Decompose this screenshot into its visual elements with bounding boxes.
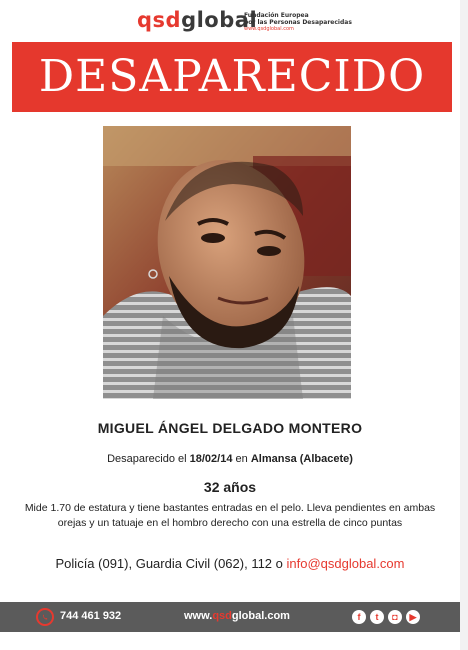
missing-date: 18/02/14 <box>189 453 233 465</box>
person-photo-image <box>103 126 351 399</box>
facebook-icon[interactable]: f <box>352 610 366 624</box>
org-url: www.qsdglobal.com <box>244 26 294 32</box>
web-brand: qsd <box>212 610 232 622</box>
logo-prefix: qsd <box>137 8 182 32</box>
person-age: 32 años <box>203 479 257 495</box>
org-tagline <box>244 12 352 33</box>
missing-banner <box>12 42 452 112</box>
footer-website-link[interactable] <box>184 610 290 622</box>
logo-suffix: global <box>181 8 258 32</box>
person-photo <box>103 126 351 399</box>
person-name: MIGUEL ÁNGEL DELGADO MONTERO <box>97 420 363 436</box>
page-edge <box>460 0 468 650</box>
missing-prefix: Desaparecido el <box>107 453 190 465</box>
footer-phone[interactable]: 744 461 932 <box>60 610 122 622</box>
twitter-icon[interactable]: t <box>370 610 384 624</box>
contact-email-link[interactable]: info@qsdglobal.com <box>286 556 405 571</box>
banner-title: DESAPARECIDO <box>38 51 426 102</box>
org-line-2: por las Personas Desaparecidas <box>244 19 352 26</box>
footer-bar <box>0 602 460 632</box>
web-prefix: www. <box>184 610 213 622</box>
youtube-icon[interactable]: ▶ <box>406 610 420 624</box>
org-line-1: Fundación Europea <box>244 12 309 19</box>
missing-date-place <box>0 453 460 465</box>
missing-mid: en <box>232 453 251 465</box>
missing-place: Almansa (Albacete) <box>250 453 353 465</box>
instagram-icon[interactable]: ◘ <box>388 610 402 624</box>
qsdglobal-logo <box>137 8 257 32</box>
person-description: Mide 1.70 de estatura y tiene bastantes entradas en el pelo. Lleva pendientes en ambas orejas y un tatuaje en el hombro derecho con una estrella de cinco puntas <box>24 502 436 529</box>
whatsapp-icon <box>36 608 54 626</box>
header <box>0 6 460 36</box>
web-suffix: global.com <box>231 610 290 622</box>
contact-phones: Policía (091), Guardia Civil (062), 112 o <box>55 556 287 571</box>
contact-line <box>0 556 460 571</box>
